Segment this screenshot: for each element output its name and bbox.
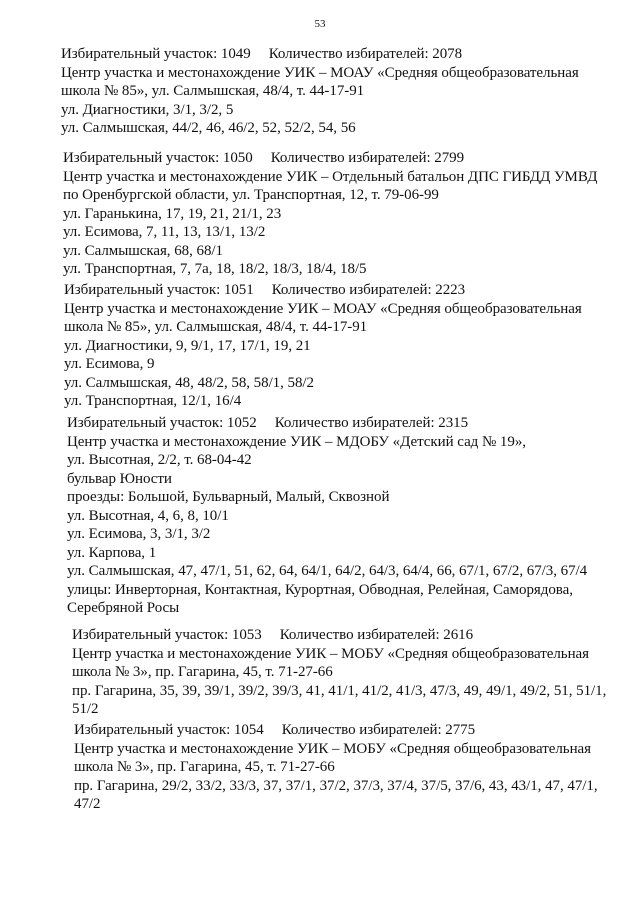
- precinct-center-info: Центр участка и местонахождение УИК – МОАУ «Средняя общеобразовательная: [64, 300, 582, 317]
- precinct-1051: [64, 281, 624, 411]
- address-line: бульвар Юности: [67, 470, 172, 487]
- page-number: 53: [314, 18, 326, 30]
- address-line: школа № 85», ул. Салмышская, 48/4, т. 44-17-91: [64, 319, 368, 335]
- voter-count: Количество избирателей: 2616: [279, 627, 474, 643]
- address-line: улицы: Инверторная, Контактная, Курортная, Обводная, Релейная, Саморядова,: [67, 581, 573, 598]
- precinct-center-info: Центр участка и местонахождение УИК – МОБУ «Средняя общеобразовательная: [72, 645, 590, 662]
- address-line: 51/2: [72, 701, 99, 717]
- precinct-center-info: Центр участка и местонахождение УИК – МДОБУ «Детский сад № 19»,: [67, 433, 526, 450]
- precinct-number: Избирательный участок: 1051: [64, 282, 254, 298]
- precinct-number: Избирательный участок: 1050: [63, 150, 253, 166]
- precinct-header: [64, 281, 624, 300]
- address-line: ул. Есимова, 3, 3/1, 3/2: [67, 526, 211, 542]
- address-line: ул. Есимова, 7, 11, 13, 13/1, 13/2: [63, 224, 266, 240]
- precinct-number: Избирательный участок: 1049: [61, 46, 251, 62]
- address-line: проезды: Большой, Бульварный, Малый, Сквозной: [67, 489, 390, 505]
- address-line: ул. Высотная, 4, 6, 8, 10/1: [67, 507, 229, 524]
- precinct-number: Избирательный участок: 1052: [67, 415, 257, 431]
- address-line: пр. Гагарина, 35, 39, 39/1, 39/2, 39/3, 41, 41/1, 41/2, 41/3, 47/3, 49, 49/1, 49/2, 51, 51/1,: [72, 682, 607, 699]
- precinct-header: [74, 721, 614, 740]
- voter-count: Количество избирателей: 2223: [271, 282, 466, 298]
- address-line: школа № 3», пр. Гагарина, 45, т. 71-27-66: [74, 759, 335, 775]
- precinct-1052: [67, 414, 627, 618]
- address-line: 47/2: [74, 796, 101, 812]
- address-line: школа № 85», ул. Салмышская, 48/4, т. 44-17-91: [61, 83, 365, 99]
- precinct-center-info: Центр участка и местонахождение УИК – МОБУ «Средняя общеобразовательная: [74, 740, 592, 757]
- precinct-1053: [72, 626, 612, 719]
- precinct-header: [67, 414, 627, 433]
- precinct-1054: [74, 721, 614, 814]
- address-line: ул. Высотная, 2/2, т. 68-04-42: [67, 452, 252, 468]
- address-line: ул. Салмышская, 48, 48/2, 58, 58/1, 58/2: [64, 374, 315, 391]
- precinct-1049: [61, 45, 621, 138]
- address-line: ул. Салмышская, 68, 68/1: [63, 242, 223, 259]
- address-line: ул. Гаранькина, 17, 19, 21, 21/1, 23: [63, 205, 282, 222]
- precinct-number: Избирательный участок: 1054: [74, 722, 264, 738]
- precinct-1050: [63, 149, 623, 279]
- address-line: ул. Есимова, 9: [64, 356, 155, 372]
- address-line: ул. Салмышская, 44/2, 46, 46/2, 52, 52/2, 54, 56: [61, 120, 356, 136]
- voter-count: Количество избирателей: 2775: [281, 722, 476, 738]
- precinct-header: [63, 149, 623, 168]
- voter-count: Количество избирателей: 2799: [270, 150, 465, 166]
- voter-count: Количество избирателей: 2315: [274, 415, 469, 431]
- precinct-number: Избирательный участок: 1053: [72, 627, 262, 643]
- address-line: Серебряной Росы: [67, 600, 180, 616]
- address-line: ул. Транспортная, 7, 7а, 18, 18/2, 18/3, 18/4, 18/5: [63, 261, 367, 277]
- precinct-center-info: Центр участка и местонахождение УИК – МОАУ «Средняя общеобразовательная: [61, 64, 579, 81]
- address-line: ул. Диагностики, 3/1, 3/2, 5: [61, 101, 234, 118]
- address-line: пр. Гагарина, 29/2, 33/2, 33/3, 37, 37/1, 37/2, 37/3, 37/4, 37/5, 37/6, 43, 43/1, 47, 47/1,: [74, 777, 598, 794]
- address-line: ул. Транспортная, 12/1, 16/4: [64, 393, 242, 409]
- voter-count: Количество избирателей: 2078: [268, 46, 463, 62]
- precinct-header: [72, 626, 612, 645]
- address-line: по Оренбургской области, ул. Транспортная, 12, т. 79-06-99: [63, 187, 439, 203]
- address-line: ул. Салмышская, 47, 47/1, 51, 62, 64, 64/1, 64/2, 64/3, 64/4, 66, 67/1, 67/2, 67/3, 67/4: [67, 563, 588, 579]
- address-line: школа № 3», пр. Гагарина, 45, т. 71-27-66: [72, 664, 333, 680]
- address-line: ул. Диагностики, 9, 9/1, 17, 17/1, 19, 21: [64, 337, 311, 354]
- address-line: ул. Карпова, 1: [67, 544, 157, 561]
- precinct-center-info: Центр участка и местонахождение УИК – Отдельный батальон ДПС ГИБДД УМВД: [63, 168, 598, 185]
- precinct-header: [61, 45, 621, 64]
